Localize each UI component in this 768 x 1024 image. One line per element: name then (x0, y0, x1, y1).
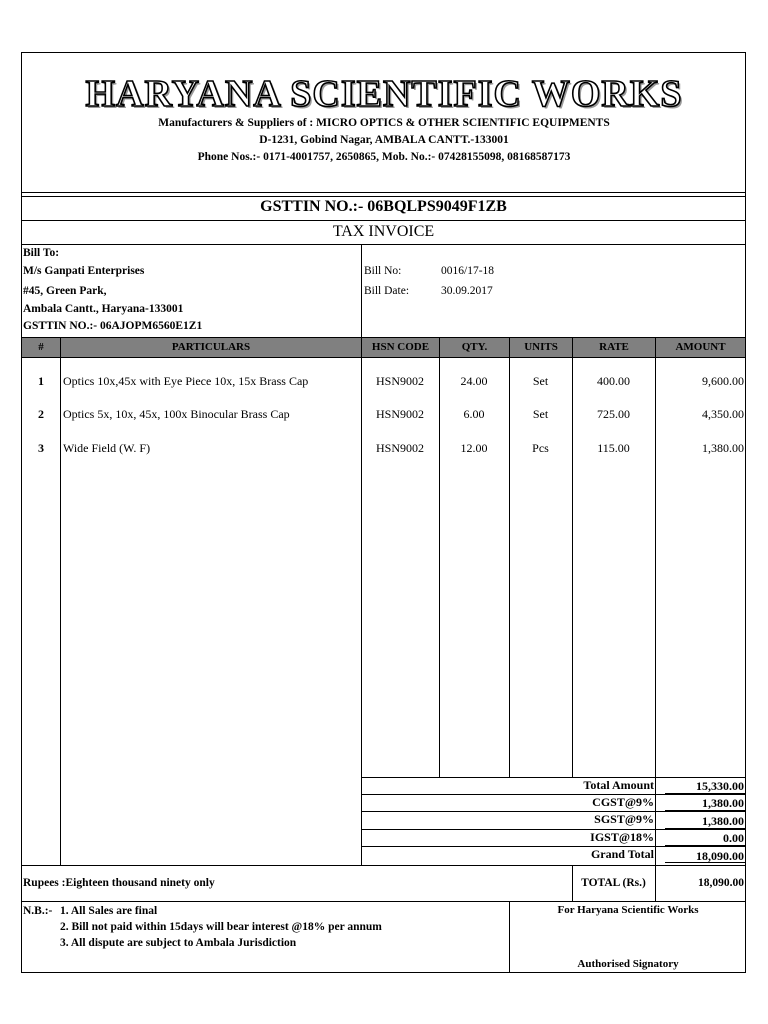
bill-no-value: 0016/17-18 (441, 265, 495, 277)
company-address: D-1231, Gobind Nagar, AMBALA CANTT.-133001 (259, 134, 509, 146)
row-units: Pcs (532, 441, 549, 455)
total-amount-value: 15,330.00 (696, 779, 744, 793)
divider (21, 357, 746, 358)
col-header-particulars: PARTICULARS (61, 338, 362, 357)
row-rate: 400.00 (597, 374, 630, 388)
row-sn: 1 (38, 374, 44, 388)
total-rs-value: 18,090.00 (698, 877, 744, 889)
authorised-signatory: Authorised Signatory (577, 958, 679, 970)
bill-to-label: Bill To: (23, 247, 60, 259)
divider (21, 865, 746, 866)
row-amount: 9,600.00 (702, 374, 744, 388)
col-header-hsn: HSN CODE (362, 338, 440, 357)
sgst-value: 1,380.00 (702, 814, 744, 828)
grand-total-label: Grand Total (590, 847, 654, 861)
divider (361, 244, 362, 338)
bill-no-label: Bill No: (364, 265, 402, 277)
row-hsn: HSN9002 (375, 407, 424, 421)
row-hsn: HSN9002 (375, 441, 424, 455)
row-amount: 4,350.00 (702, 407, 744, 421)
divider (21, 196, 746, 197)
note-item: 3. All dispute are subject to Ambala Jurisdiction (60, 937, 297, 949)
divider (21, 220, 746, 221)
company-name: HARYANA SCIENTIFIC WORKS (85, 73, 683, 115)
signature-for-label: For Haryana Scientific Works (557, 904, 699, 916)
company-phones: Phone Nos.:- 0171-4001757, 2650865, Mob. No.:- 07428155098, 08168587173 (197, 151, 571, 163)
seller-gstin: GSTTIN NO.:- 06BQLPS9049F1ZB (260, 198, 507, 215)
doc-title: TAX INVOICE (332, 223, 435, 240)
amount-in-words: Rupees :Eighteen thousand ninety only (23, 877, 215, 889)
row-units: Set (532, 407, 549, 421)
sgst-label: SGST@9% (594, 812, 654, 826)
cgst-label: CGST@9% (592, 795, 654, 809)
bill-to-address1: #45, Green Park, (23, 285, 107, 297)
row-hsn: HSN9002 (375, 374, 424, 388)
company-tagline: Manufacturers & Suppliers of : MICRO OPTICS & OTHER SCIENTIFIC EQUIPMENTS (158, 117, 610, 129)
bill-date-label: Bill Date: (364, 285, 410, 297)
notes-prefix: N.B.:- (23, 905, 53, 917)
bill-date-value: 30.09.2017 (441, 285, 493, 297)
row-amount: 1,380.00 (702, 441, 744, 455)
bill-to-name: M/s Ganpati Enterprises (23, 265, 145, 277)
note-item: 1. All Sales are final (60, 905, 158, 917)
row-qty: 12.00 (460, 441, 488, 455)
row-particulars: Optics 10x,45x with Eye Piece 10x, 15x Brass Cap (63, 374, 309, 388)
row-qty: 24.00 (460, 374, 488, 388)
bill-to-gstin: GSTTIN NO.:- 06AJOPM6560E1Z1 (23, 320, 203, 332)
bill-to-address2: Ambala Cantt., Haryana-133001 (23, 303, 184, 315)
note-item: 2. Bill not paid within 15days will bear interest @18% per annum (60, 921, 382, 933)
divider (21, 192, 746, 193)
col-header-rate: RATE (573, 338, 656, 357)
grand-total-value: 18,090.00 (696, 849, 744, 863)
igst-label: IGST@18% (590, 830, 654, 844)
divider (60, 357, 61, 865)
row-sn: 2 (38, 407, 44, 421)
total-rs-label: TOTAL (Rs.) (581, 877, 646, 889)
col-header-qty: QTY. (440, 338, 510, 357)
row-rate: 725.00 (597, 407, 630, 421)
divider (21, 901, 746, 902)
row-particulars: Optics 5x, 10x, 45x, 100x Binocular Brass Cap (63, 407, 290, 421)
row-units: Set (532, 374, 549, 388)
divider (21, 244, 746, 245)
igst-value: 0.00 (723, 831, 744, 845)
col-header-amount: AMOUNT (656, 338, 745, 357)
row-qty: 6.00 (463, 407, 485, 421)
row-rate: 115.00 (597, 441, 630, 455)
total-amount-label: Total Amount (583, 778, 654, 792)
row-sn: 3 (38, 441, 44, 455)
cgst-value: 1,380.00 (702, 796, 744, 810)
col-header-sn: # (22, 338, 61, 357)
row-particulars: Wide Field (W. F) (63, 441, 151, 455)
col-header-units: UNITS (510, 338, 573, 357)
